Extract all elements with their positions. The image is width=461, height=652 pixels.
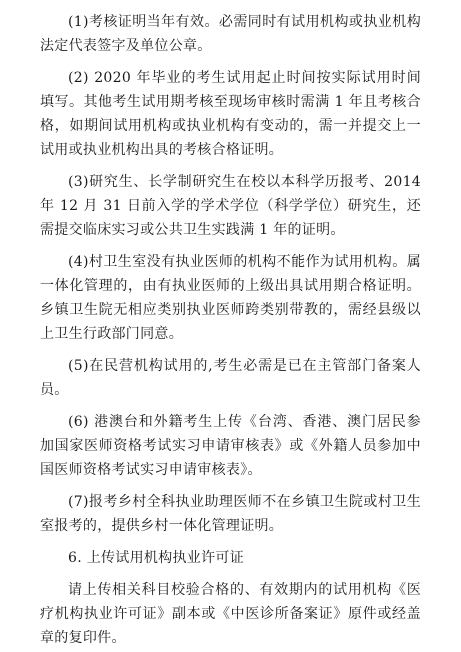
section-heading-license-upload: 6. 上传试用机构执业许可证 [68,550,245,566]
paragraph-license-upload: 请上传相关科目校验合格的、有效期内的试用机构《医疗机构执业许可证》副本或《中医诊所备案证》原件或经盖章的复印件。 [40,582,421,646]
paragraph-graduate-students: (3)研究生、长学制研究生在校以本科学历报考、2014 年 12 月 31 日前入学的学术学位（科学学位）研究生，还需提交临床实习或公共卫生实践满 1 年的证明。 [40,174,421,238]
paragraph-village-clinic: (4)村卫生室没有执业医师的机构不能作为试用机构。属一体化管理的，由有执业医师的上级出具试用期合格证明。乡镇卫生院无相应类别执业医师跨类别带教的，需经县级以上卫生行政部门同意。 [40,254,421,342]
paragraph-foreign-candidates: (6) 港澳台和外籍考生上传《台湾、香港、澳门居民参加国家医师资格考试实习申请审核表》或《外籍人员参加中国医师资格考试实习申请审核表》。 [40,414,421,478]
paragraph-certificate-validity: (1)考核证明当年有效。必需同时有试用机构或执业机构法定代表签字及单位公章。 [40,14,421,54]
paragraph-rural-general: (7)报考乡村全科执业助理医师不在乡镇卫生院或村卫生室报考的，提供乡村一体化管理证明。 [40,494,421,534]
paragraph-private-institution: (5)在民营机构试用的,考生必需是已在主管部门备案人员。 [40,358,421,398]
paragraph-trial-period: (2) 2020 年毕业的考生试用起止时间按实际试用时间填写。其他考生试用期考核至现场审核时需满 1 年且考核合格，如期间试用机构或执业机构有变动的，需一并提交上一试用或执业机构出具的考核合格证明。 [40,70,421,158]
